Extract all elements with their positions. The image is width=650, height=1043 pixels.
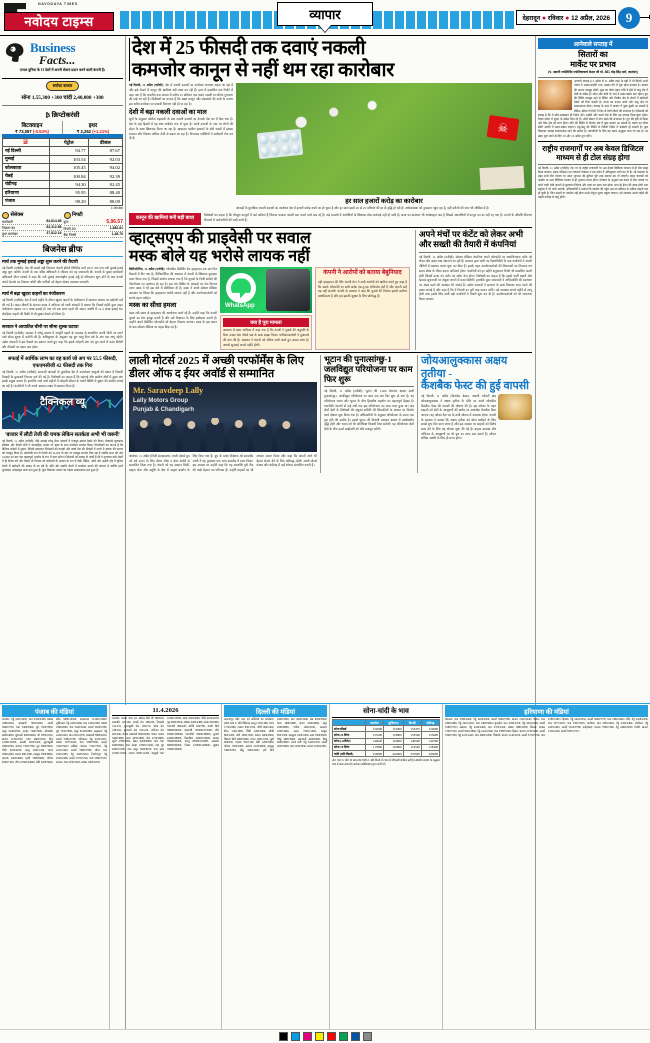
whatsapp-headline-line2: मस्क बोले यह भरोसे लायक नहीं — [129, 247, 310, 265]
color-swatch-black — [279, 1032, 288, 1041]
petrol-price: 98.29 — [49, 197, 88, 205]
city-name: मुम्बई — [3, 155, 50, 163]
lead-photo-caption: हर साल हजारों करोड़ का कारोबार — [345, 198, 423, 206]
market-punjab[interactable] — [0, 704, 110, 1029]
pill-blister-pack — [257, 129, 303, 159]
col-delhi: दिल्ली — [403, 720, 421, 726]
skull-warning-icon: ☠ — [487, 115, 520, 141]
index-name: निफ्टी — [72, 213, 83, 219]
gold-silver-title: सोना-चांदी के भाव — [332, 705, 440, 718]
fuel-price-table — [2, 138, 123, 206]
city-name: नई दिल्ली — [3, 147, 50, 155]
content-rules-body: नई दिल्ली, 11 अप्रैल (एजेंसी): सोशल मीडिया कंपनियां अपने प्लेटफॉर्म पर आपत्तिजनक कंटेंट को लेकर और सख्त रुख अपनाने जा रही हैं। सरकार द्वारा जारी नए दिशानिर्देशों के बाद कंपनियों ने अपनी नीतियों में बदलाव करना शुरू कर दिया है। इसके तहत उपयोगकर्ताओं की शिकायतों का निपटारा तय समय सीमा के भीतर करना अनिवार्य होगा। कंपनियों को हर महीने अनुपालन रिपोर्ट भी प्रकाशित करनी होगी जिसमें हटाए गए कंटेंट का ब्योरा देना होगा। विशेषज्ञों का कहना है कि इससे फर्जी खबरों और भ्रामक सूचनाओं पर अंकुश लगाने में मदद मिलेगी। हालांकि कुछ जानकारों ने अभिव्यक्ति की स्वतंत्रता पर असर पड़ने की आशंका भी जताई है। उद्योग संगठनों ने सरकार के साथ मिलकर काम करने की इच्छा जताई है और कहा है कि वे नियमों का पूरी तरह पालन करेंगे। नई व्यवस्था अगले महीने से लागू होगी तथा इसके लिए सभी बड़ी कंपनियों ने तैयारी शुरू कर दी है। उपयोगकर्ताओं को भी जागरूक किया जाएगा। — [419, 254, 532, 301]
bhutan-body: नई दिल्ली, 11 अप्रैल (एजेंसी): भूटान की 1,200 मेगावाट क्षमता वाली पुनात्सांग्छु-1 जलविद्युत परियोजना पर काम एक बार फिर शुरू हो गया है। यह परियोजना भारत और भूटान के बीच द्विपक्षीय सहयोग का महत्वपूर्ण हिस्सा है। तकनीकी कारणों से कई वर्षों तक इस परियोजना का काम रुका हुआ था। अब दोनों देशों के विशेषज्ञों की संयुक्त समिति की सिफारिशों के आधार पर निर्माण कार्य दोबारा शुरू किया गया है। अधिकारियों के अनुसार परियोजना के 2030 तक पूरा होने की उम्मीद है। इससे भूटान की बिजली उत्पादन क्षमता में उल्लेखनीय वृद्धि होगी और भारत को भी अतिरिक्त बिजली मिल सकेगी। यह परियोजना दोनों देशों के बीच ऊर्जा साझेदारी को और मजबूत करेगी। — [324, 389, 414, 431]
dateline-day: रविवार — [547, 15, 564, 22]
fake-medicine-photo — [236, 83, 532, 195]
divider — [129, 352, 532, 353]
diesel-price: 82.45 — [88, 180, 122, 188]
section-title: व्यापार — [277, 2, 373, 26]
crypto-price: ₹ 2,262 — [76, 128, 92, 134]
table-row — [333, 750, 440, 756]
whatsapp-logo-icon — [226, 273, 256, 303]
city-name: चंडीगढ़ — [3, 180, 50, 188]
business-brief-heading: बिजनेस ब्रीफ — [2, 241, 123, 257]
brief-item[interactable] — [2, 322, 123, 349]
rate: 155000 — [421, 732, 439, 738]
market-body: जालंधर: गेहूं 2425/2450, धान 2320/2380, मक्का 1980/2050, बासमती 3850/4200, सरसों 5600/5750, चना 5400/5600, मूंग 7200/7800, मसूर 6100/6350, अरहर 7400/7900, सोयाबीन 4600/4850, मूंगफली 6200/6600, जौ 1850/1950, बाजरा 2150/2250, ज्वार 2800/3100, तिल 12500/13200, अलसी 5200/5450, सूरजमुखी 6300/6700, कपास 7100/7500, गुड़ 3600/3850, चीनी 4100/4250, आलू 1200/1450, प्याज 1800/2200, टमाटर 900/1300, लहसुन 5500/6800, अदरक 4200/4900, हल्दी 7800/8400, धनिया 6500/7100, जीरा 22500/24000, मेथी 5200/5600, सौंफ 9800/10500, अजवायन 11200/12000। लुधियाना: गेहूं 2430/2460, धान 2340/2390, मक्का 1990/2060, चना 5420/5620, सरसों 5620/5780, मूंग 7250/7850, मसूर 6120/6380। अमृतसर: गेहूं 2420/2445, धान 2310/2370, बासमती 3880/4250, सरसों 5580/5730। पटियाला: गेहूं 2435/2455, मक्का 1975/2045, चना 5390/5580, अरहर 7420/7920। बठिंडा: कपास 7150/7550, गेहूं 2415/2440, सरसों 5600/5760। मोगा: धान 2325/2385, गेहूं 2428/2452। फिरोजपुर: गेहूं 2410/2438, सरसों 5570/5720, चना 5380/5570। संगरूर: धान 2330/2395, मक्का 1985/2055। — [2, 718, 107, 764]
index-label: बैंक निफ्टी — [63, 232, 77, 237]
svg-text:₹: ₹ — [10, 47, 13, 53]
rate: 117860 — [365, 744, 383, 750]
technical-view-title: टैक्निकल व्यू — [40, 396, 85, 408]
city-name: पंजाब — [3, 197, 50, 205]
divider — [419, 252, 532, 253]
city-name: हरियाणा — [3, 189, 50, 197]
astrologer-portrait — [538, 80, 572, 110]
index-label: पिछला बंद — [2, 225, 16, 230]
col-jalandhar: जालंधर — [365, 720, 383, 726]
chart-icon — [2, 212, 9, 219]
petrol-price: 100.84 — [49, 172, 88, 180]
content-rules-story — [415, 230, 532, 350]
sidebar-mid-headline: सफाई में आर्थिक लाभ का वह कार्य जो अप पर 55.5 फीसदी, एफएमसीजी 42 फीसदी तक गिरा — [7, 356, 117, 369]
lead-strip-text: विशेषज्ञों का कहना है कि मौजूदा कानूनों में कई कमियां हैं जिनका फायदा नकली दवा बनाने वाले उठा रहे हैं। कई मामलों में आरोपियों के खिलाफ ठोस कार्रवाई नहीं हो पाती है। सजा का प्रावधान भी अपेक्षाकृत कम है जिससे अपराधियों में कानून का डर नहीं रह गया है। राज्यों के औषधि नियंत्रण विभागों में कर्मचारियों की भारी कमी है। — [204, 213, 532, 222]
rate: 242000 — [384, 750, 404, 756]
lead-sub-headline: देशी में बढ़ा नकली दवाओं का माल — [129, 108, 207, 116]
brief-body: नई दिल्ली (एजेंसी): देश में मार्च महीने के दौरान खुदरा वाहनों के पंजीकरण में सालाना आधार पर बढ़ोतरी दर्ज की गई है। वाहन डीलरों के संगठन फाडा ने शनिवार को जारी आंकड़ों में बताया कि पिछले महीने कुल वाहन पंजीकरण बढ़कर 22.5 लाख इकाई हो गया जो एक साल पहले की समान अवधि में 21.4 लाख इकाई था। दोपहिया वाहनों की बिक्री में भी सुधार देखने को मिला है। — [2, 298, 123, 317]
rate: 237000 — [403, 750, 421, 756]
diesel-price: 88.09 — [88, 197, 122, 205]
joyalukkas-headline-line1: जोयआलुक्कास अक्षय तृतीया - — [421, 355, 508, 380]
crypto-value — [2, 129, 62, 134]
joyalukkas-headline-line2: कैशबैक फेस्ट की हुई वापसी — [421, 379, 529, 392]
explainer-body: अदालत में दायर याचिका में कहा गया है कि कंपनी ने यूजर्स की अनुमति के बिना उनका डेटा तीसरे पक्ष के साथ साझा किया। याचिकाकर्ताओं ने मुआवजे की मांग की है। अदालत ने कंपनी को नोटिस जारी करते हुए जवाब मांगा है। अगली सुनवाई अगले महीने होगी। — [223, 328, 309, 347]
index-value: 1,682.81 — [109, 225, 123, 230]
rupee-icon: ₿ — [45, 111, 50, 119]
market-haryana[interactable] — [443, 704, 650, 1029]
color-swatch-magenta — [303, 1032, 312, 1041]
photo-overlay-group: Lally Motors Group — [133, 397, 189, 404]
crypto-name: इथर — [88, 122, 98, 129]
explainer-title: क्या है पूरा मामला — [223, 318, 309, 327]
technical-view-body: नई दिल्ली, 11 अप्रैल (एजेंसी): बीते सप्ताह घरेलू शेयर बाजारों में मजबूत उछाल देखने को मिला। बेंचमार्क सूचकांक सेंसेक्स और निफ्टी दोनों ने साप्ताहिक आधार पर बढ़त के साथ कारोबार समाप्त किया। विश्लेषकों का मानना है कि वैश्विक संकेतों में सुधार, विदेशी संस्थागत निवेशकों की वापसी और कच्चे तेल की कीमतों में नरमी ने बाजार की धारणा को मजबूत किया है। तकनीकी रूप से निफ्टी को 24,200 के स्तर पर मजबूत समर्थन मिल रहा है जबकि ऊपर की ओर 24,800 का स्तर एक महत्वपूर्ण अवरोध के रूप में काम करेगा। निवेशकों को सलाह दी जाती है कि वे गुणवत्ता वाले शेयरों में ही निवेश करें और किसी भी गिरावट को खरीदारी के अवसर के रूप में देखें। बैंकिंग, ऑटो और आईटी क्षेत्र में चुनिंदा शेयरों में खरीदारी की सलाह दी जा रही है। छोटे और मझोले शेयरों में सतर्कता बरतने की जरूरत है क्योंकि इनमें मूल्यांकन अपेक्षाकृत ऊंचा बना हुआ है। कुल मिलाकर बाजार का रुझान सकारात्मक बना हुआ है। — [2, 439, 123, 472]
index-label: कारोबारी — [2, 219, 13, 224]
whatsapp-headline-line1: व्हाट्सएप की प्राइवेसी पर सवाल — [129, 230, 311, 248]
diesel-price: 88.40 — [88, 189, 122, 197]
city-name: कोलकाता — [3, 163, 50, 171]
rate: 153475 — [403, 726, 421, 732]
bhutan-headline: भूटान की पुनात्सांग्छु-1 जलविद्युत परियोजना पर काम फिर शुरू — [324, 354, 413, 384]
lead-sub-body: सूत्रों के अनुसार कोरोना महामारी के बाद नकली दवाओं का नेटवर्क देश भर में फैल गया है। देश के कई हिस्सों में यह धंधा संगठित रूप ले चुका है। जानी दवाओं के नाम पर लोगों की सेहत के साथ खिलवाड़ किया जा रहा है। खासकर ग्रामीण इलाकों के छोटे कस्बों में इसका प्रचलन और विस्तार अधिक तेजी से बढ़ता जा रहा है। नियामक एजेंसियों ने छापेमारी तेज कर दी है। — [129, 117, 233, 141]
lead-dateline: नई दिल्ली, 11 अप्रैल (एजेंसी): — [129, 83, 164, 88]
divider — [324, 386, 414, 387]
astro-banner: आनेवाले सप्ताह में — [538, 38, 648, 49]
diesel-price: 87.67 — [88, 147, 122, 155]
col-diesel: डीजल — [88, 138, 122, 146]
index-value: 37,812.16 — [46, 230, 62, 235]
whatsapp-body — [129, 267, 217, 300]
index-title — [2, 212, 62, 219]
dot-separator-icon: ● — [541, 14, 547, 22]
index-name: सेंसेक्स — [10, 213, 24, 219]
rate: 152000 — [365, 726, 383, 732]
brief-body: नई दिल्ली (एजेंसी): देश की सबसे बड़ी विमानन कंपनी इंडिगो लिमिटेड मार्च 2031 तक नया नवी मुम्बई हवाई अड्डा शुरू करेगी। कंपनी के एक वरिष्ठ अधिकारी ने रविवार को यह जानकारी दी। कंपनी के मुख्य कार्यकारी अधिकारी पीटर एल्बर्स ने कहा कि नवी मुम्बई अंतरराष्ट्रीय हवाई अड्डे से परिचालन शुरू होने के बाद कंपनी अपने नेटवर्क का विस्तार करेगी और यात्रियों को बेहतर सेवाएं उपलब्ध कराएगी। — [2, 265, 123, 284]
index-nifty — [64, 212, 124, 238]
divider — [129, 227, 532, 228]
whatsapp-body-text: लोकप्रिय मैसेजिंग ऐप व्हाट्सएप एक बार फिर विवादों में घिर गया है। कैलिफोर्निया की अदालत में कंपनी के खिलाफ मुकदमा दायर किया गया है, जिसमें आरोप लगाया गया है कि यूजर्स के निजी संदेशों की गोपनीयता का उल्लंघन हो रहा है। इस मंच देखिए के आंकड़ों पर टेक दिग्गज एलन मस्क ने भी इस बारे में प्रतिक्रिया दी है। मस्क ने अपने सोशल मीडिया अकाउंट पर लिखा कि व्हाट्सएप भरोसे लायक नहीं है और उपयोगकर्ताओं को सतर्क रहना चाहिए। — [129, 267, 217, 300]
lead-body-text: देश में नकली दवाओं का कारोबार लगातार बढ़ता जा रहा है और इसे रोकने में कानून की खामियां बड़ी बाधा बन रही हैं। हाल में प्रकाशित एक रिपोर्ट में कहा गया है कि भारतीय दवा बाजार में करीब 25 प्रतिशत तक दवाएं नकली या घटिया गुणवत्ता की पाई जा रही हैं। विशेषज्ञों का मानना है कि सख्त कानून और संसाधनों की कमी के कारण इस अवैध कारोबार पर प्रभावी नियंत्रण नहीं हो पा रहा है। — [129, 83, 233, 107]
market-rates-date[interactable] — [110, 704, 222, 1029]
lead-photo-text: आंकड़ों के मुताबिक नकली दवाओं का कारोबार देश में हजारों करोड़ रुपये का हो चुका है और हर साल इसमें 20 से 25 प्रतिशत की दर से वृद्धि हो रही है। अर्थव्यवस्था को नुकसान पहुंच रहा है, वहीं मरीजों की जान भी जोखिम में है। — [236, 206, 490, 211]
index-value: 83,312.85 — [46, 224, 62, 229]
diesel-price: 92.39 — [88, 172, 122, 180]
lally-body: जालंधर, 11 अप्रैल (निजी संवाददाता): लाली मोटर्स ग्रुप को वर्ष 2025 के लिए डीलर ऑफ द ईयर अवॉर्ड से सम्मानित किया गया है। कंपनी को यह सम्मान बिक्री, ग्राहक सेवा और संतुष्टि के क्षेत्र में उत्कृष्ट प्रदर्शन के लिए दिया गया है। ग्रुप के प्रबंध निदेशक श्री सरवदीप लाली ने यह पुरस्कार एक भव्य समारोह में प्राप्त किया। इस अवसर पर उन्होंने कहा कि यह उपलब्धि पूरी टीम की कड़ी मेहनत का परिणाम है। उन्होंने ग्राहकों का भी आभार व्यक्त किया और कहा कि कंपनी आगे भी बेहतर सेवाएं देने के लिए प्रतिबद्ध रहेगी। लाली मोटर्स पंजाब और चंडीगढ़ में कई शोरूम संचालित करती है। — [129, 453, 317, 472]
rate: 116500 — [403, 744, 421, 750]
divider — [2, 105, 123, 106]
petrol-price: 103.54 — [49, 155, 88, 163]
divider — [2, 78, 123, 79]
gold-silver-note: नोट: भाव रु. प्रति 10 ग्राम तथा चांदी रु. प्रति किलो में। भाव में जीएसटी शामिल नहीं है। स्थानीय बाजार के अनुसार भाव में अंतर संभव है। सर्राफा एसोसिएशन द्वारा जारी दरें। — [332, 759, 440, 767]
astro-headline-line2: मार्केट पर प्रभाव — [570, 59, 616, 69]
astro-body: आगामी सप्ताह (15 अप्रैल से 21 अप्रैल तक) के ग्रहों में भी सितारे अपने पंचांग में अच्छा-बदलेंगे भाव, उसका दौर में शुरू होगा बदलाव है। बाजार की धारणा मजबूत रहेगी। शुक्र का गोचर वृषभ राशि में होने से धातु क्षेत्र में तेजी के संकेत हैं। सोना और चांदी के भाव में उतार-चढ़ाव बना रहेगा। बुध की स्थिति मजबूत रहने से बैंकिंग और वित्तीय क्षेत्र के शेयरों में खरीदारी देखने को मिल सकती है। मंगल का प्रभाव ऊर्जा और धातु क्षेत्र पर सकारात्मक रहेगा। सप्ताह के मध्य में बाजार में कुछ सुस्ती आ सकती है लेकिन अंतिम दो दिनों में फिर से तेजी लौटने की संभावना है। निवेशकों को सलाह है कि वे सोच-समझकर ही निवेश करें। आईटी और फार्मा क्षेत्र के लिए यह सप्ताह मिला-जुला रहेगा। रियल एस्टेट में सुधार के संकेत मिल रहे हैं। ऑटो सेक्टर में मांग बढ़ने की संभावना है। गुरु की दृष्टि से शिक्षा और वित्त क्षेत्र को लाभ होगा। शनि की स्थिति से निर्माण क्षेत्र में कुछ बाधाएं आ सकती हैं। चंद्रमा का गोचर छोटी अवधि में उतार-चढ़ाव लाएगा। राहु-केतु की स्थिति से विदेशी निवेश में बढ़ोतरी हो सकती है। कुल मिलाकर सप्ताह सकारात्मक रहने की उम्मीद है। व्यापारियों के लिए यह समय अनुकूल माना जा रहा है। नए उद्यम शुरू करने के लिए 18 और 19 अप्रैल शुभ रहेंगे। — [538, 80, 648, 138]
index-title — [64, 212, 124, 219]
whatsapp-explainer-box — [220, 315, 312, 350]
photo-overlay-name: Mr. Saravdeep Lally — [133, 385, 204, 395]
toll-headline: राष्ट्रीय राजमार्गों पर अब केवल डिजिटल माध्यम से ही टोल संग्रह होगा — [542, 143, 644, 162]
market-title: पंजाब की मंडियां — [2, 705, 107, 717]
crypto-price: ₹ 73,087 — [15, 128, 32, 134]
petrol-price: 95.95 — [49, 189, 88, 197]
crypto-value — [63, 129, 123, 134]
rate: 118400 — [421, 744, 439, 750]
lead-headline-line1: देश में 25 फीसदी तक दवाएं नकली — [129, 38, 532, 60]
market-title: 11.4.2026 — [112, 705, 219, 716]
business-facts-title — [30, 40, 75, 66]
market-body: करनाल: धान 2380/2460, गेहूं 2420/2450, सरसों 5600/5780, बाजरा 2120/2240। कैथल: धान 2400/2480, गेहूं 2425/2455, चना 5400/5600। कुरुक्षेत्र: धान 2390/2470, गेहूं 2418/2448, सरसों 5580/5750। अंबाला: गेहूं 2430/2460, धान 2370/2450, मक्का 1980/2050। सिरसा: कपास 7100/7520, सरसों 5620/5800, गेहूं 2410/2440, चना 5380/5590। हिसार: बाजरा 2150/2260, सरसों 5590/5760, गेहूं 2415/2445, ग्वार 4800/5200। भिवानी: बाजरा 2140/2250, सरसों 5570/5740, ग्वार 4780/5180। रोहतक: गेहूं 2422/2452, सरसों 5600/5770, धान 2360/2440। जींद: गेहूं 2428/2458, धान 2375/2455, चना 5395/5595। पानीपत: धान 2385/2465, गेहूं 2432/2462। सोनीपत: गेहूं 2435/2465, सरसों 5610/5790। फतेहाबाद: कपास 7080/7490, गेहूं 2408/2438। रेवाड़ी: बाजरा 2130/2240, सरसों 5585/5755। — [445, 718, 648, 737]
lally-story[interactable] — [129, 355, 317, 472]
divider — [2, 351, 123, 352]
dateline — [516, 10, 616, 25]
lead-body — [129, 83, 233, 106]
crypto-row — [2, 121, 123, 134]
astro-byline: (पं. अग्रणी ज्योतिर्विद ज्योतिषाचार्य केदार जी मो. 361 मोह सिंह मार्ग, जालंधर) — [548, 70, 638, 75]
metal-name: सोना (22कैरेट) — [333, 738, 366, 744]
logo-english-name: NAVODAYA TIMES — [38, 1, 78, 6]
index-label: निफ्टी-50 — [63, 226, 76, 231]
gold-silver-rates[interactable] — [330, 704, 443, 1029]
toll-body: नई दिल्ली, 11 अप्रैल (एजेंसी): देश भर के राष्ट्रीय राजमार्गों पर अब केवल डिजिटल माध्यम से ही टोल संग्रह किया जाएगा। सड़क परिवहन एवं राजमार्ग मंत्रालय ने इस संबंध में अधिसूचना जारी कर दी है। नई व्यवस्था के तहत सभी टोल प्लाजा पर नकद भुगतान की सुविधा पूरी तरह समाप्त कर दी जाएगी। वाहन चालकों को फास्टैग या अन्य डिजिटल माध्यम से ही भुगतान करना होगा। मंत्रालय के अनुसार इस कदम से टोल प्लाजा पर लगने वाली लंबी कतारों से छुटकारा मिलेगा और यात्रा का समय कम होगा। साथ ही ईंधन की बचत होगी तथा प्रदूषण में भी कमी आएगी। अधिकारियों ने बताया कि फास्टैग की पहुंच अब 98 प्रतिशत से अधिक वाहनों तक हो चुकी है। जिन वाहनों पर फास्टैग नहीं होगा उनसे दोगुना शुल्क वसूला जाएगा। नई व्यवस्था अगले महीने की पहली तारीख से लागू होगी। — [538, 166, 648, 200]
rate: 153800 — [384, 732, 404, 738]
metal-name: सोना स्टैंडर्ड — [333, 726, 366, 732]
rate: 155500 — [365, 732, 383, 738]
dateline-place: देहरादून — [522, 15, 541, 22]
index-value: 1,48.70 — [111, 231, 123, 236]
crypto-item — [63, 121, 123, 134]
company-response-body: वहीं व्हाट्सएप की पेरेंट कंपनी मेटा ने सभी आरोपों को खारिज करते हुए कहा है कि उसके प्लेटफॉर्म पर सभी संदेश एंड-टू-एंड एन्क्रिप्टेड होते हैं और कंपनी उन्हें पढ़ नहीं सकती। कंपनी के प्रवक्ता ने कहा कि यूजर्स की निजता हमारी सर्वोच्च प्राथमिकता है और हम इसकी सुरक्षा के लिए प्रतिबद्ध हैं। — [318, 279, 407, 298]
whatsapp-dateline: कैलिफोर्निया, 11 अप्रैल (एजेंसी): — [129, 267, 166, 272]
bullion-rates: सोना 1,55,300 +300 चांदी 2,40,000 +300 — [21, 94, 104, 101]
rate: 116800 — [384, 744, 404, 750]
whatsapp-musk-photo — [220, 267, 312, 313]
table-row — [3, 189, 123, 197]
lead-headline-line2: कमजोर कानून से नहीं थम रहा कारोबार — [129, 60, 532, 82]
fuel-icon: ⛽ — [3, 138, 50, 146]
photo-overlay-region: Punjab & Chandigarh — [133, 406, 195, 413]
logo-hindi-name: नवोदय टाइम्स — [4, 12, 114, 31]
metal-name: चांदी (प्रति किलो) — [333, 750, 366, 756]
table-row — [3, 180, 123, 188]
crypto-heading — [2, 108, 123, 121]
crypto-change: (+1.21%) — [92, 128, 110, 134]
joyalukkas-story[interactable] — [417, 355, 532, 472]
brief-headline: सरकार ने आयातित चीनी पर सीमा शुल्क घटाया — [2, 323, 79, 329]
brief-headline: मार्च में बढ़ा खुदरा वाहनों का पंजीकरण — [2, 291, 65, 297]
dateline-date: 12 अप्रैल, 2026 — [571, 15, 610, 22]
crypto-change: (-0.53%) — [32, 128, 49, 134]
market-title: दिल्ली की मंडियां — [224, 705, 327, 717]
index-value: 84,814.85 — [46, 218, 62, 223]
business-facts-header — [2, 38, 123, 66]
color-swatch-green — [339, 1032, 348, 1041]
divider — [2, 319, 123, 320]
brief-body: नई दिल्ली (एजेंसी): सरकार ने घरेलू बाजार में आपूर्ति बढ़ाने के मकसद से आयातित कच्ची चीनी पर लगने वाले सीमा शुल्क में कटौती की है। अधिसूचना के अनुसार यह छूट चालू वित्त वर्ष के अंत तक लागू रहेगी। उद्योग संगठनों ने इस फैसले का स्वागत करते हुए कहा कि इससे त्योहारी मांग को पूरा करने में मदद मिलेगी और कीमतों पर दबाव कम होगा। — [2, 330, 123, 349]
lead-redbox: कानून की खामियां बनी बड़ी बाधा — [129, 213, 201, 225]
bullion-pill: सर्राफा बाजार — [46, 81, 80, 91]
color-swatch-grey — [363, 1032, 372, 1041]
gold-silver-table — [332, 719, 440, 757]
color-swatch-yellow — [315, 1032, 324, 1041]
technical-view-banner — [2, 391, 123, 429]
market-strip — [0, 703, 650, 1029]
crypto-item — [2, 121, 63, 134]
indices-wrapper — [2, 212, 123, 238]
index-row — [64, 219, 124, 226]
index-sensex — [2, 212, 62, 238]
rate: 154600 — [421, 726, 439, 732]
rate: 143600 — [384, 738, 404, 744]
divider — [538, 164, 648, 165]
crypto-name: बिटक्वाइन — [21, 122, 43, 129]
company-response-box — [315, 267, 410, 350]
index-label: कुल — [63, 219, 69, 224]
business-facts-title-1: Business — [30, 40, 76, 55]
brain-icon — [2, 40, 28, 66]
rate: 250000 — [365, 750, 383, 756]
index-value: 5,96.57 — [106, 218, 123, 225]
col-petrol: पेट्रोल — [49, 138, 88, 146]
petrol-price: 94.30 — [49, 180, 88, 188]
city-name: चेन्नई — [3, 172, 50, 180]
rate: 144620 — [365, 738, 383, 744]
business-facts-title-2: Facts... — [38, 53, 76, 67]
technical-view-headline: 'बाजार में लौटी तेजी की चमक लेकिन सतर्कता अभी भी जरूरी' — [4, 431, 120, 438]
index-label: कुल कारोबार — [2, 231, 18, 236]
diesel-price: 94.02 — [88, 163, 122, 171]
brief-item[interactable] — [2, 257, 123, 284]
rate: 140500 — [403, 738, 421, 744]
rate: 142500 — [421, 738, 439, 744]
page-number-tail — [640, 17, 650, 18]
newspaper-logo[interactable] — [0, 1, 120, 35]
diesel-price: 92.03 — [88, 155, 122, 163]
table-row — [3, 147, 123, 155]
divider — [2, 286, 123, 287]
lally-headline: लाली मोटर्स 2025 में अच्छी परफॉर्मेंस के लिए डीलर ऑफ द ईयर अवॉर्ड से सम्मानित — [129, 355, 304, 380]
metal-name: सोना 24 कैरेट — [333, 732, 366, 738]
astro-headline-line1: सितारों का — [578, 50, 608, 59]
rate: 151000 — [384, 726, 404, 732]
divider — [538, 141, 648, 142]
print-color-bar — [0, 1029, 650, 1043]
lally-award-photo — [129, 382, 317, 452]
musk-portrait — [266, 269, 310, 311]
petrol-price: 94.77 — [49, 147, 88, 155]
brief-headline: मार्च तक मुम्बई हवाई अड्डा शुरू करने की तैयारी — [2, 258, 78, 264]
masthead — [0, 0, 650, 36]
chart-icon — [64, 212, 71, 219]
lead-text-block — [129, 83, 233, 211]
metal-name: सोना 18 कैरेट — [333, 744, 366, 750]
table-row — [3, 163, 123, 171]
content-rules-headline: अपने मंचों पर कंटेंट को लेकर अभी और सख्ती की तैयारी में कंपनियां — [419, 229, 524, 250]
joyalukkas-logo — [498, 394, 532, 420]
market-title: हरियाणा की मंडियां — [445, 705, 648, 717]
whatsapp-sub-body: मस्क लंबे समय से व्हाट्सएप की आलोचना करते रहे हैं। उन्होंने कहा कि कंपनी यूजर्स का डेटा इकट्ठा करती है और उसे विज्ञापन के लिए इस्तेमाल करती है। उन्होंने अपने मैसेजिंग प्लेटफॉर्म को बेहतर विकल्प बताया। मस्क के इस बयान के बाद सोशल मीडिया पर बहस छिड़ गई है। — [129, 310, 217, 329]
company-response-headline: कंपनी ने आरोपों को बताया बेबुनियाद — [323, 270, 402, 277]
dot-separator-icon: ● — [565, 14, 570, 22]
color-swatch-red — [327, 1032, 336, 1041]
col-chandigarh: चंडीगढ़ — [421, 720, 439, 726]
market-delhi[interactable] — [222, 704, 330, 1029]
petrol-price: 105.45 — [49, 163, 88, 171]
paper-prop — [479, 166, 524, 190]
crypto-heading-label: क्रिप्टोकरंसी — [51, 111, 80, 119]
bhutan-story[interactable] — [320, 355, 414, 472]
rate: 153500 — [403, 732, 421, 738]
business-facts-subtitle: एप्पल दुनिया के 13 देशों में अपनी सेवाएं प्रदान करने वाली कंपनी है। — [19, 68, 106, 72]
index-row — [2, 231, 62, 237]
color-swatch-blue — [351, 1032, 360, 1041]
page-number: 9 — [618, 7, 640, 29]
market-body: आजादपुर मंडी: फल एवं सब्जियों का कारोबार। (थोक भाव रु. प्रति क्विंटल) आलू 1150/1480, प्याज 1750/2280, टमाटर 850/1350, गोभी 900/1400, बैंगन 1100/1600, भिंडी 2200/2900, लौकी 800/1200, तोरी 1000/1500, करेला 2000/2600, शिमला मिर्च 2800/3600, गाजर 1200/1700, मूली 600/950, पालक 700/1100, मेथी 1200/1800, धनिया 1500/2400, अदरक 4100/4800, लहसुन 5400/6700, नींबू 3200/4500, हरी मिर्च 2400/3300, मटर 2600/3400, सेब 6500/9500, केला 1800/2600, संतरा 3200/4600, अंगूर 4500/6800, पपीता 1400/2100, अमरूद 2200/3400, अनार 7500/11000, तरबूज 900/1500, खरबूजा 1200/1900, आम 5500/8500, चीकू 2800/3900, नाशपाती 4200/6000, किन्नू 2600/3800। नरेला मंडी: गेहूं 2440/2470, सरसों 5650/5800, चना 5450/5650, बाजरा 2180/2280। — [224, 718, 327, 753]
sidebar-mid-body: नई दिल्ली, 11 अप्रैल (एजेंसी): सरकारी आंकड़ों के मुताबिक देश में उपभोक्ता वस्तुओं की खपत में पिछली तिमाही के मुकाबले गिरावट दर्ज की गई है। विशेषज्ञों का कहना है कि महंगाई और ग्रामीण क्षेत्रों में सुस्त मांग इसके प्रमुख कारण हैं। हालांकि आने वाले महीनों में त्योहारी सीजन के चलते स्थिति में सुधार की उम्मीद जताई जा रही है। कंपनियों ने भी अपने उत्पादन लक्ष्य में बदलाव किया है। — [2, 370, 123, 389]
table-row — [3, 155, 123, 163]
col-ludhiana: लुधियाना — [384, 720, 404, 726]
index-row — [64, 232, 124, 238]
whatsapp-sub-headline: मस्क का सीधा हमला — [129, 302, 177, 310]
table-header-row — [3, 138, 123, 146]
divider — [538, 77, 648, 78]
joyalukkas-body: नई दिल्ली, 11 अप्रैल (बिजनेस डेस्क): अग्रणी ज्वेलरी ब्रांड जोयआलुक्कास ने अक्षय तृतीया के मौके पर अपने लोकप्रिय कैशबैक फेस्ट की वापसी की घोषणा की है। इस ऑफर के तहत ग्राहकों को सोने के आभूषणों की खरीद पर आकर्षक कैशबैक दिया जाएगा। यह ऑफर देश भर के सभी शोरूम में उपलब्ध रहेगा। कंपनी के प्रवक्ता ने बताया कि अक्षय तृतीया को सोना खरीदने के लिए सबसे शुभ दिन माना जाता है और इस अवसर पर ग्राहकों को विशेष लाभ देने के लिए यह योजना शुरू की गई है। ग्राहक डायमंड और प्लेटिनम के आभूषणों पर भी छूट का लाभ उठा सकते हैं। ऑफर सीमित अवधि के लिए ही मान्य होगा। — [421, 394, 496, 441]
market-body: जालंधर: बाजार भाव (11 अप्रैल) देसी घी 580/620, वनस्पति 145/160, सरसों तेल 168/182, रिफाइंड 142/155, सूरजमुखी तेल 158/172, सोया तेल 148/162, मूंगफली तेल 195/210, नारियल तेल 265/290, चावल बासमती 8200/9500, चावल परमल 3400/3800, आटा 2650/2800, मैदा 2720/2880, सूजी 2780/2950, बेसन 6200/6800, दाल चना 6400/6900, दाल अरहर 13500/15200, दाल मूंग 9200/10100, दाल मसूर 7400/8100, दाल उड़द 10200/11500, राजमा 9500/11200, काबुली चना 11000/13500, खांड 4350/4500, चीनी 4100/4250, गुड़ 3600/3850, शक्कर 4200/4380, नमक 850/980, चायपत्ती 280/420, कॉफी 620/780, काली मिर्च 58000/64000, इलायची 185000/215000, लौंग 95000/108000, दालचीनी 32000/38000, सुपारी 42000/48000, किशमिश 24000/32000, बादाम 78000/92000, काजू 85000/105000, अखरोट 68000/82000, पिस्ता 125000/148000, छुहारा 18000/24000। — [112, 717, 219, 756]
fuel-note: रु. प्रति लीटर — [110, 206, 123, 210]
whatsapp-wordmark: WhatsApp — [225, 303, 255, 310]
table-row — [3, 197, 123, 205]
brief-item[interactable] — [2, 289, 123, 316]
table-row — [3, 172, 123, 180]
color-swatch-cyan — [291, 1032, 300, 1041]
rate: 245000 — [421, 750, 439, 756]
